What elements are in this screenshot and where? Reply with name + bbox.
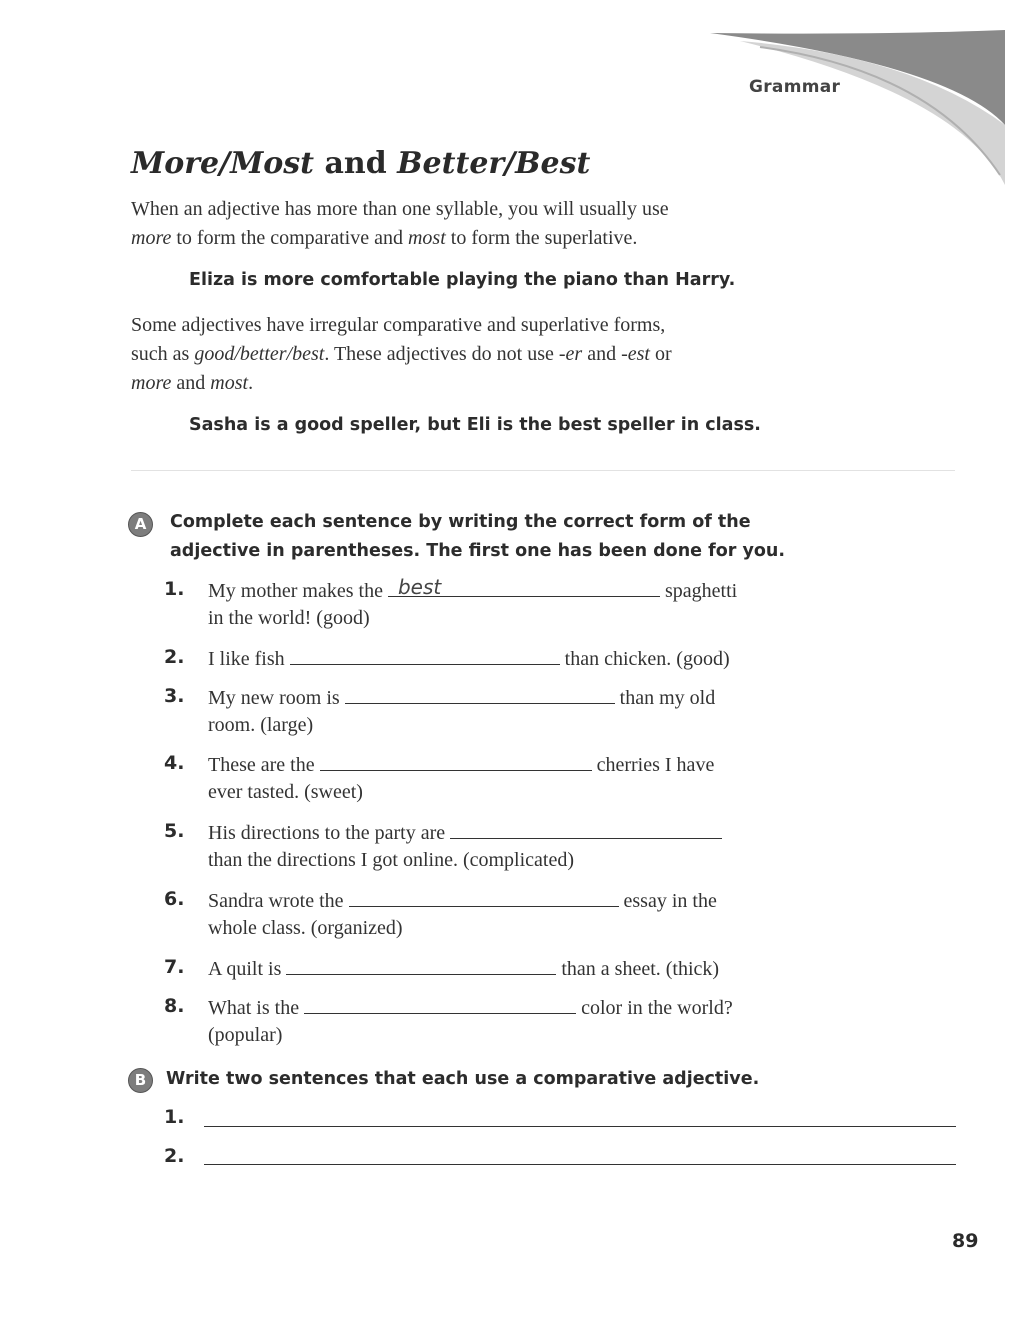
title-part-better-best: Better/Best xyxy=(397,146,591,181)
item-line-2: whole class. (organized) xyxy=(208,917,403,939)
item-line-2: in the world! (good) xyxy=(208,607,370,629)
item-number: 2. xyxy=(164,646,185,668)
section-a-badge: A xyxy=(128,512,153,537)
keyword-est: -est xyxy=(621,343,650,365)
keyword-more-2: more xyxy=(131,372,172,394)
example-sentence-1: Eliza is more comfortable playing the piano than Harry. xyxy=(189,270,736,290)
item-line-2: than the directions I got online. (complicated) xyxy=(208,849,574,871)
intro-p2-or: or xyxy=(650,343,672,365)
item-number: 3. xyxy=(164,685,185,707)
keyword-er: -er xyxy=(558,343,583,365)
item-line xyxy=(208,575,738,603)
page-title xyxy=(131,146,590,181)
item-text-before: What is the xyxy=(208,997,305,1019)
item-text-before: His directions to the party are xyxy=(208,822,451,844)
item-line-2: (popular) xyxy=(208,1024,283,1046)
item-number: 4. xyxy=(164,752,185,774)
answer-blank[interactable] xyxy=(304,995,576,1014)
item-number: 8. xyxy=(164,995,185,1017)
answer-blank[interactable] xyxy=(345,685,615,704)
write-line-1[interactable] xyxy=(204,1126,956,1127)
write-line-2[interactable] xyxy=(204,1164,956,1165)
item-text-before: A quilt is xyxy=(208,958,287,980)
intro-p1-text-end: to form the superlative. xyxy=(445,227,638,249)
answer-blank[interactable] xyxy=(290,646,560,665)
item-text-before: Sandra wrote the xyxy=(208,890,349,912)
item-text-after: cherries I have xyxy=(591,754,715,776)
sample-answer: best xyxy=(397,575,442,599)
item-text-after: essay in the xyxy=(618,890,717,912)
item-line-2: room. (large) xyxy=(208,714,314,736)
item-text-after: than my old xyxy=(614,687,716,709)
intro-p2-line1: Some adjectives have irregular comparative and superlative forms, xyxy=(131,314,666,336)
intro-p2-period: . xyxy=(248,372,254,394)
item-line-2: ever tasted. (sweet) xyxy=(208,781,363,803)
item-line xyxy=(208,752,714,777)
write-item-number-2: 2. xyxy=(164,1145,185,1167)
keyword-most: most xyxy=(407,227,446,249)
intro-p2-text: . These adjectives do not use xyxy=(324,343,559,365)
item-line xyxy=(208,888,717,913)
item-number: 7. xyxy=(164,956,185,978)
section-a-instruction xyxy=(170,508,785,566)
item-line xyxy=(208,820,722,845)
section-a-instruction-line1: Complete each sentence by writing the correct form of the xyxy=(170,512,751,532)
intro-paragraph-2 xyxy=(131,311,672,398)
item-number: 1. xyxy=(164,578,185,600)
answer-blank[interactable] xyxy=(349,888,619,907)
title-part-more-most: More/Most xyxy=(131,146,315,181)
intro-paragraph-1 xyxy=(131,195,669,253)
answer-blank[interactable] xyxy=(388,575,660,599)
item-text-before: My new room is xyxy=(208,687,345,709)
item-text-after: than chicken. (good) xyxy=(559,648,730,670)
keyword-more: more xyxy=(131,227,172,249)
keyword-good-better-best: good/better/best xyxy=(194,343,325,365)
item-text-after: than a sheet. (thick) xyxy=(556,958,720,980)
corner-swoosh-graphic xyxy=(700,25,1010,195)
intro-p1-text: to form the comparative and xyxy=(171,227,408,249)
intro-p1-line1: When an adjective has more than one syllable, you will usually use xyxy=(131,198,669,220)
item-line xyxy=(208,995,733,1020)
keyword-most-2: most xyxy=(210,372,249,394)
answer-blank[interactable] xyxy=(450,820,722,839)
section-b-badge: B xyxy=(128,1068,153,1093)
intro-p2-and: and xyxy=(582,343,622,365)
page-number: 89 xyxy=(952,1230,979,1252)
section-label: Grammar xyxy=(749,77,841,97)
example-sentence-2: Sasha is a good speller, but Eli is the best speller in class. xyxy=(189,415,761,435)
section-b-instruction: Write two sentences that each use a comparative adjective. xyxy=(166,1069,760,1089)
item-number: 5. xyxy=(164,820,185,842)
section-divider xyxy=(131,470,955,471)
item-text-before: These are the xyxy=(208,754,320,776)
title-connector: and xyxy=(314,146,398,181)
item-line xyxy=(208,646,730,671)
item-text-before: I like fish xyxy=(208,648,290,670)
intro-p2-such-as: such as xyxy=(131,343,195,365)
item-text-after: spaghetti xyxy=(659,580,738,602)
answer-blank[interactable] xyxy=(320,752,592,771)
item-line xyxy=(208,956,719,981)
write-item-number-1: 1. xyxy=(164,1106,185,1128)
answer-blank[interactable] xyxy=(286,956,556,975)
item-text-after: color in the world? xyxy=(576,997,733,1019)
item-line xyxy=(208,685,715,710)
intro-p2-and-2: and xyxy=(171,372,211,394)
item-number: 6. xyxy=(164,888,185,910)
item-text-before: My mother makes the xyxy=(208,580,388,602)
section-a-instruction-line2: adjective in parentheses. The first one has been done for you. xyxy=(170,541,786,561)
